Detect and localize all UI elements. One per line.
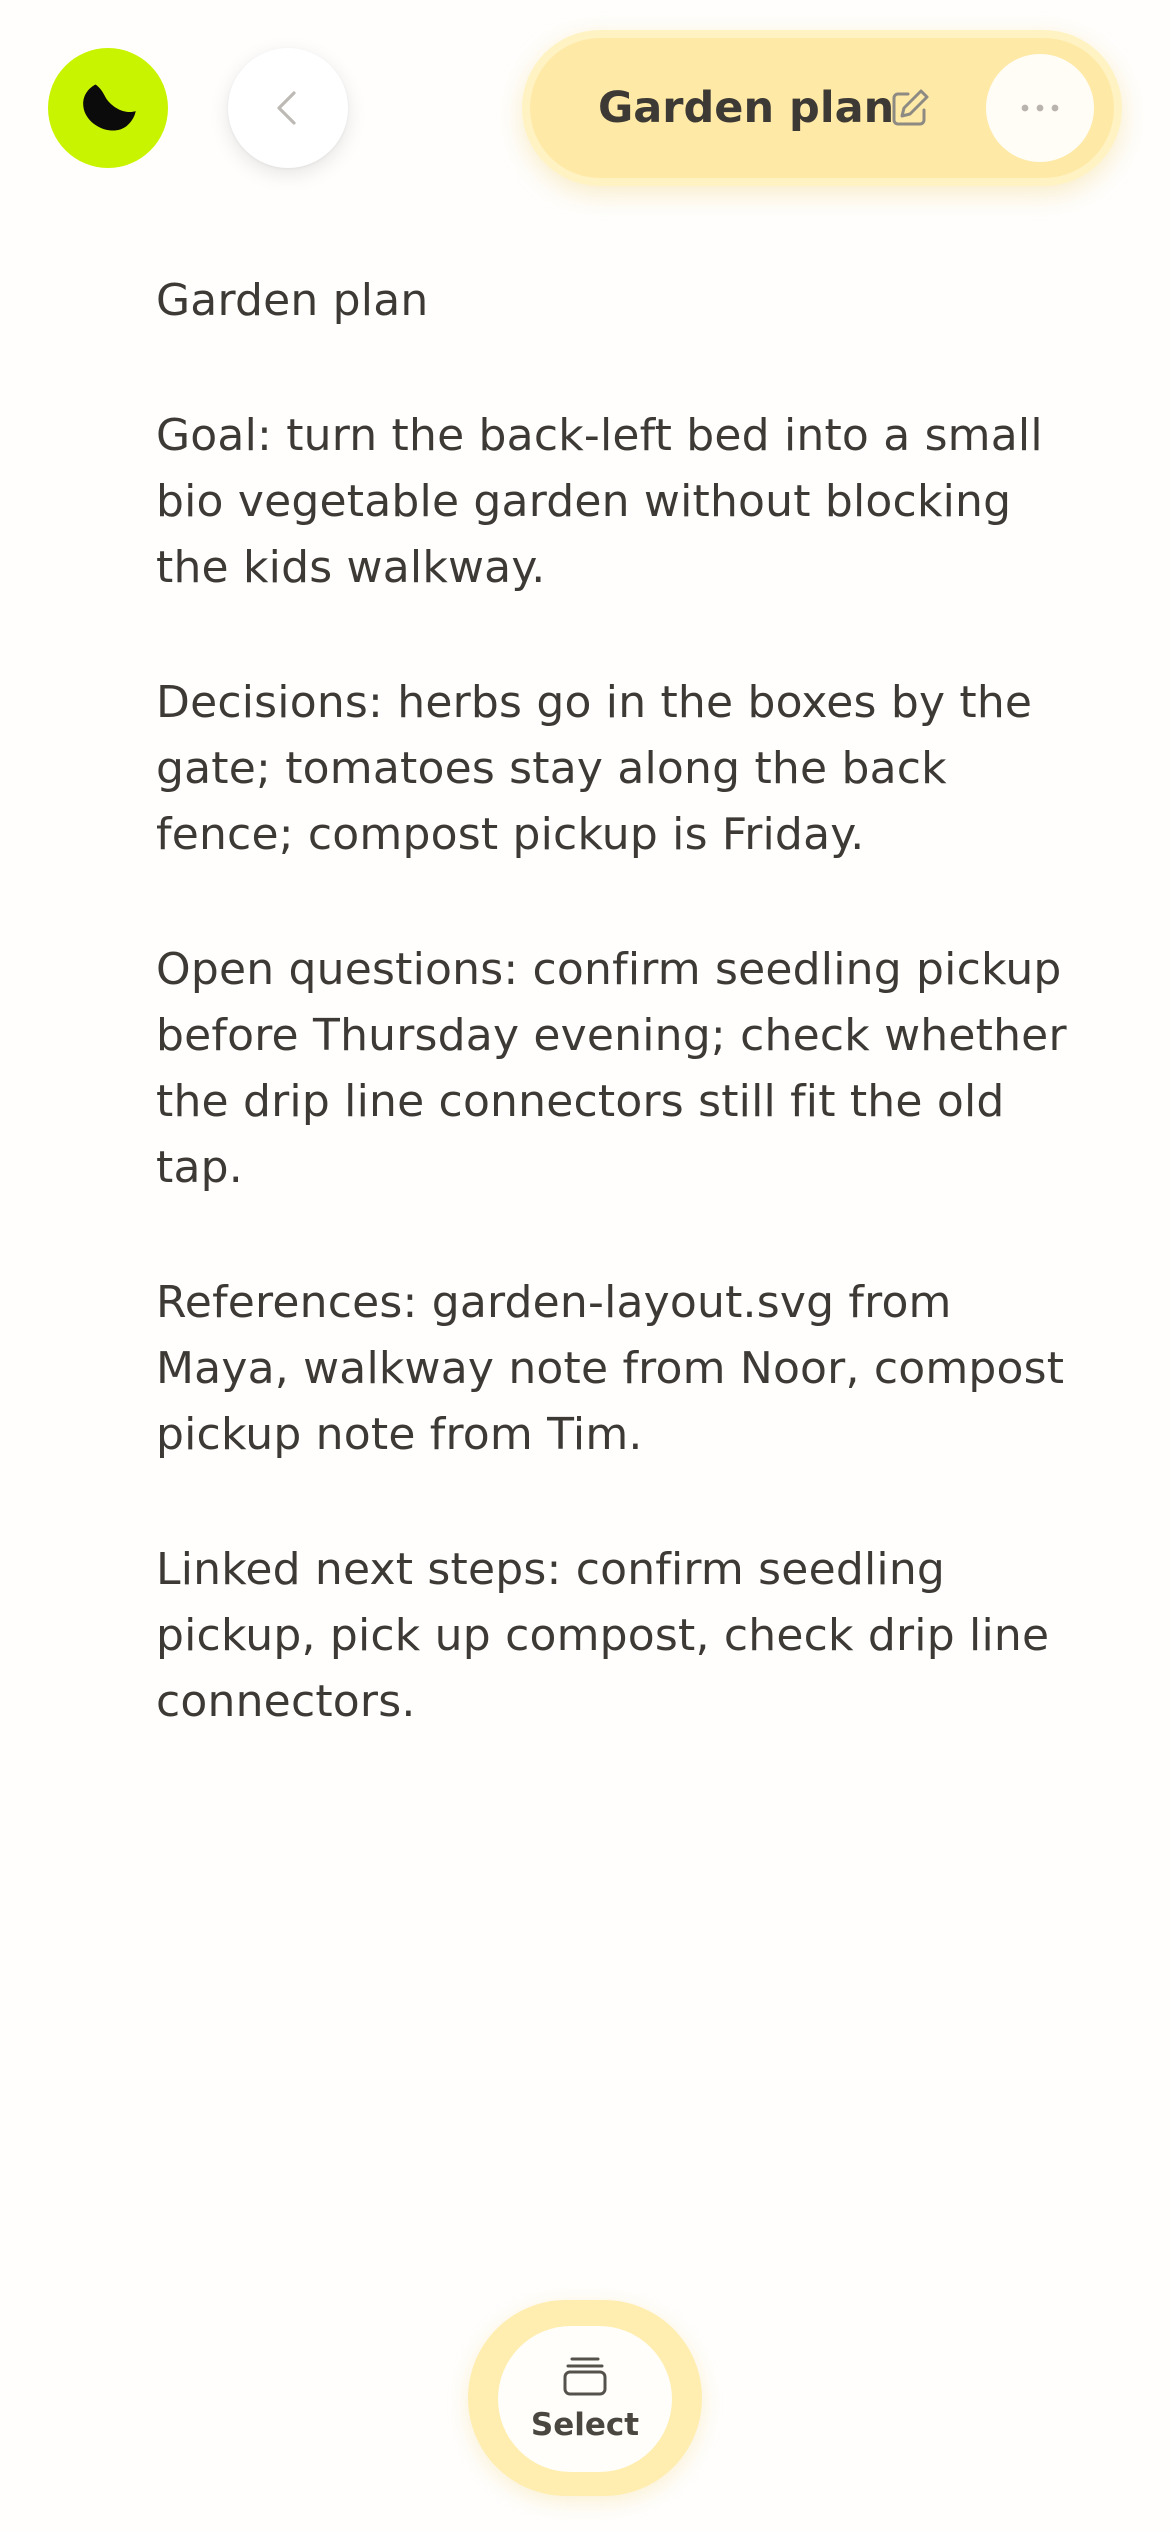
- note-title-pill: [522, 30, 1122, 186]
- note-body[interactable]: [156, 268, 1086, 1804]
- stack-select-icon: [562, 2355, 608, 2397]
- more-options-button[interactable]: [986, 54, 1094, 162]
- back-button[interactable]: [228, 48, 348, 168]
- note-paragraph-references: References: garden-layout.svg from Maya, walkway note from Noor, compost pickup note from Tim.: [156, 1277, 1065, 1460]
- note-paragraph-open-questions: Open questions: confirm seedling pickup before Thursday evening; check whether the drip line connectors still fit the old tap.: [156, 944, 1067, 1193]
- app-logo[interactable]: [48, 48, 168, 168]
- chevron-left-icon: [265, 85, 311, 131]
- note-paragraph-goal: Goal: turn the back-left bed into a small bio vegetable garden without blocking the kids walkway.: [156, 410, 1043, 593]
- note-paragraph-decisions: Decisions: herbs go in the boxes by the gate; tomatoes stay along the back fence; compost pickup is Friday.: [156, 677, 1033, 860]
- note-title[interactable]: Garden plan: [598, 83, 895, 133]
- note-heading: Garden plan: [156, 275, 429, 326]
- note-paragraph-next-steps: Linked next steps: confirm seedling pickup, pick up compost, check drip line connectors.: [156, 1544, 1050, 1727]
- edit-title-button[interactable]: [884, 82, 936, 134]
- select-label: Select: [530, 2407, 640, 2443]
- select-button[interactable]: [498, 2326, 672, 2472]
- ellipsis-icon: [1019, 102, 1061, 114]
- pencil-icon: [888, 86, 932, 130]
- moon-logo-icon: [77, 77, 139, 139]
- select-button-container: [468, 2300, 702, 2496]
